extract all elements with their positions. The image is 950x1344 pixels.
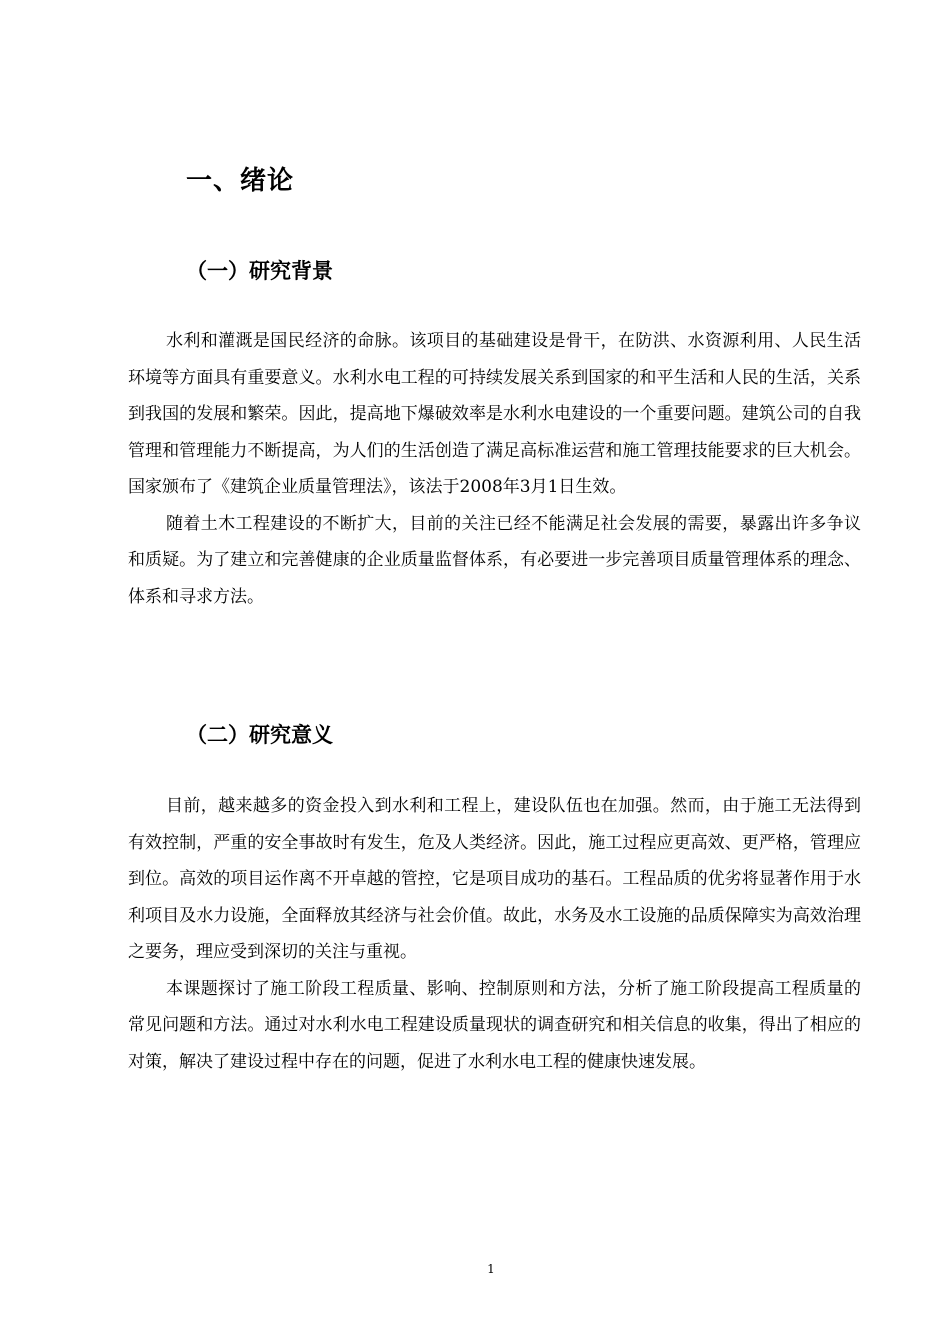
- section-title-significance: （二）研究意义: [186, 723, 333, 747]
- page-number: 1: [487, 1262, 495, 1276]
- section-body-significance: [128, 788, 861, 1080]
- paragraph: 水利和灌溉是国民经济的命脉。该项目的基础建设是骨干，在防洪、水资源利用、人民生活环境等方面具有重要意义。水利水电工程的可持续发展关系到国家的和平生活和人民的生活，关系到我国的发展和繁荣。因此，提高地下爆破效率是水利水电建设的一个重要问题。建筑公司的自我管理和管理能力不断提高，为人们的生活创造了满足高标准运营和施工管理技能要求的巨大机会。国家颁布了《建筑企业质量管理法》，该法于2008年3月1日生效。: [128, 331, 861, 497]
- section-title-background: （一）研究背景: [186, 259, 333, 283]
- section-body-background: [128, 323, 861, 615]
- paragraph: 本课题探讨了施工阶段工程质量、影响、控制原则和方法，分析了施工阶段提高工程质量的常见问题和方法。通过对水利水电工程建设质量现状的调查研究和相关信息的收集，得出了相应的对策，解决了建设过程中存在的问题，促进了水利水电工程的健康快速发展。: [128, 978, 861, 1072]
- paragraph: 目前，越来越多的资金投入到水利和工程上，建设队伍也在加强。然而，由于施工无法得到有效控制，严重的安全事故时有发生，危及人类经济。因此，施工过程应更高效、更严格，管理应到位。高效的项目运作离不开卓越的管控，它是项目成功的基石。工程品质的优劣将显著作用于水利项目及水力设施，全面释放其经济与社会价值。故此，水务及水工设施的品质保障实为高效治理之要务，理应受到深切的关注与重视。: [128, 796, 861, 962]
- chapter-title: 一、绪论: [186, 166, 295, 196]
- paragraph: 随着土木工程建设的不断扩大，目前的关注已经不能满足社会发展的需要，暴露出许多争议和质疑。为了建立和完善健康的企业质量监督体系，有必要进一步完善项目质量管理体系的理念、体系和寻求方法。: [128, 513, 861, 607]
